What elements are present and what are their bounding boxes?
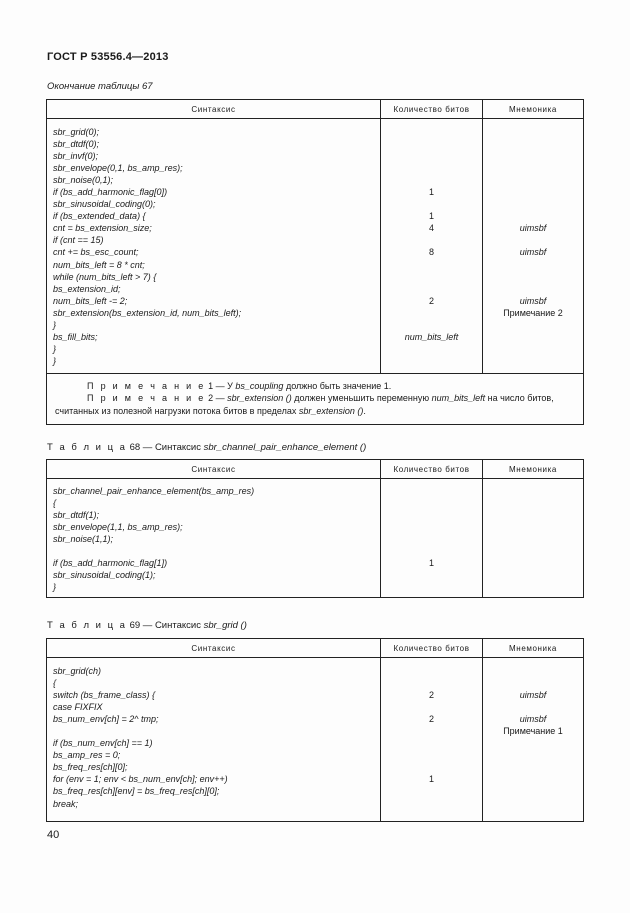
syntax-line: bs_extension_id; [53, 283, 121, 294]
table67-notes-row [47, 373, 584, 425]
bits-value: 1 [428, 774, 434, 785]
table69-syntax-cell [47, 658, 380, 816]
mnemonic-value [483, 126, 583, 138]
mnemonic-value [483, 749, 583, 761]
mnemonic-value [483, 150, 583, 162]
syntax-line: if (bs_add_harmonic_flag[1]) [53, 558, 168, 569]
syntax-line: num_bits_left = 8 * cnt; [53, 259, 145, 270]
bits-value [381, 271, 482, 283]
standard-title: ГОСТ Р 53556.4—2013 [47, 51, 169, 63]
bits-value: 1 [428, 187, 434, 198]
syntax-line: sbr_envelope(0,1, bs_amp_res); [53, 163, 183, 174]
mnemonic-value: uimsbf [519, 690, 547, 701]
table69-mnemonic-cell [483, 658, 583, 816]
bits-value [381, 259, 482, 271]
bits-value: num_bits_left [404, 331, 459, 342]
syntax-line: sbr_channel_pair_enhance_element(bs_amp_res) [53, 486, 255, 496]
syntax-line: } [53, 355, 57, 366]
syntax-line: { [53, 678, 57, 689]
mnemonic-value [483, 485, 583, 497]
mnemonic-value [483, 138, 583, 150]
syntax-line: sbr_sinusoidal_coding(0); [53, 199, 156, 210]
bits-value [381, 509, 482, 521]
mnemonic-value [483, 234, 583, 246]
table69-header-row [47, 639, 584, 658]
note-1: П р и м е ч а н и е 1 — У bs_coupling должно быть значение 1. [87, 380, 392, 391]
syntax-line: } [53, 343, 57, 354]
bits-value [381, 761, 482, 773]
syntax-line: bs_freq_res[ch][env] = bs_freq_res[ch][0]; [53, 786, 220, 797]
bits-value [381, 581, 482, 593]
bits-value [381, 162, 482, 174]
mnemonic-value: uimsbf [519, 714, 547, 725]
syntax-line: sbr_grid(0); [53, 127, 100, 137]
bits-value [381, 283, 482, 295]
bits-value: 2 [428, 295, 434, 306]
bits-value [381, 677, 482, 689]
bits-value [381, 737, 482, 749]
syntax-line [53, 545, 380, 557]
mnemonic-value [483, 343, 583, 355]
bits-value [381, 485, 482, 497]
table69-body-row [47, 658, 584, 822]
column-header-syntax: Синтаксис [47, 460, 381, 479]
mnemonic-value [483, 798, 583, 810]
bits-value [381, 497, 482, 509]
bits-value [381, 665, 482, 677]
mnemonic-value [483, 665, 583, 677]
syntax-line: sbr_dtdf(1); [53, 510, 100, 521]
bits-value: 2 [428, 690, 434, 701]
mnemonic-value [483, 509, 583, 521]
mnemonic-value [483, 677, 583, 689]
syntax-line: while (num_bits_left > 7) { [53, 271, 157, 282]
bits-value [381, 150, 482, 162]
table67-body-row [47, 119, 584, 374]
syntax-line: if (bs_num_env[ch] == 1) [53, 738, 153, 749]
syntax-line: break; [53, 798, 79, 809]
table69-bits-cell [381, 658, 482, 816]
syntax-line: sbr_extension(bs_extension_id, num_bits_left); [53, 307, 242, 318]
mnemonic-value [483, 701, 583, 713]
table-69 [46, 638, 584, 822]
syntax-line: bs_freq_res[ch][0]; [53, 762, 128, 773]
syntax-line: sbr_noise(0,1); [53, 175, 114, 186]
mnemonic-value [483, 319, 583, 331]
mnemonic-value [483, 533, 583, 545]
mnemonic-value [483, 186, 583, 198]
note-2-continued: считанных из полезной нагрузки потока битов в пределах sbr_extension (). [55, 405, 366, 416]
bits-value [381, 569, 482, 581]
bits-value [381, 533, 482, 545]
table68-caption: Т а б л и ц а 68 — Синтаксис sbr_channel_pair_enhance_element () [47, 442, 367, 453]
bits-value [381, 798, 482, 810]
bits-value [381, 234, 482, 246]
bits-value [381, 785, 482, 797]
table67-header-row [47, 100, 584, 119]
bits-value: 4 [428, 223, 434, 234]
column-header-mnemonic: Мнемоника [483, 100, 584, 119]
mnemonic-value [483, 283, 583, 295]
mnemonic-value [483, 174, 583, 186]
bits-value [381, 749, 482, 761]
table67-notes [47, 374, 583, 425]
table68-bits-cell [381, 479, 482, 597]
mnemonic-value [483, 497, 583, 509]
syntax-line [53, 725, 380, 737]
bits-value [381, 545, 482, 557]
mnemonic-value: Примечание 2 [503, 307, 563, 318]
table-67 [46, 99, 584, 425]
table68-body-row [47, 479, 584, 598]
table68-mnemonic-cell [483, 479, 583, 597]
mnemonic-value [483, 557, 583, 569]
syntax-line: switch (bs_frame_class) { [53, 690, 156, 701]
mnemonic-value [483, 162, 583, 174]
syntax-line: } [53, 582, 57, 593]
mnemonic-value [483, 259, 583, 271]
mnemonic-value: uimsbf [519, 223, 547, 234]
syntax-line: } [53, 319, 57, 330]
mnemonic-value: Примечание 1 [503, 726, 563, 737]
syntax-line: if (bs_add_harmonic_flag[0]) [53, 187, 168, 198]
syntax-line: { [53, 498, 57, 509]
table67-syntax-cell [47, 119, 380, 373]
mnemonic-value [483, 761, 583, 773]
syntax-line: bs_amp_res = 0; [53, 750, 121, 761]
column-header-bits: Количество битов [381, 460, 483, 479]
column-header-mnemonic: Мнемоника [483, 460, 584, 479]
bits-value [381, 701, 482, 713]
syntax-line: if (cnt == 15) [53, 235, 104, 246]
column-header-bits: Количество битов [381, 639, 483, 658]
syntax-line: bs_fill_bits; [53, 331, 98, 342]
syntax-line: sbr_dtdf(0); [53, 139, 100, 150]
syntax-line: bs_num_env[ch] = 2^ tmp; [53, 714, 159, 725]
bits-value: 1 [428, 211, 434, 222]
table67-caption: Окончание таблицы 67 [47, 81, 153, 92]
mnemonic-value [483, 198, 583, 210]
syntax-line: for (env = 1; env < bs_num_env[ch]; env++) [53, 774, 228, 785]
syntax-line: sbr_sinusoidal_coding(1); [53, 570, 156, 581]
mnemonic-value [483, 545, 583, 557]
mnemonic-value [483, 355, 583, 367]
bits-value [381, 725, 482, 737]
bits-value [381, 343, 482, 355]
table-68 [46, 459, 584, 598]
syntax-line: cnt = bs_extension_size; [53, 223, 152, 234]
syntax-line: num_bits_left -= 2; [53, 295, 128, 306]
table67-mnemonic-cell [483, 119, 583, 373]
bits-value [381, 198, 482, 210]
mnemonic-value [483, 785, 583, 797]
column-header-syntax: Синтаксис [47, 639, 381, 658]
mnemonic-value [483, 581, 583, 593]
syntax-line: if (bs_extended_data) { [53, 211, 146, 222]
bits-value [381, 521, 482, 533]
bits-value [381, 319, 482, 331]
mnemonic-value: uimsbf [519, 247, 547, 258]
table67-bits-cell [381, 119, 482, 373]
table68-syntax-cell [47, 479, 380, 597]
bits-value [381, 126, 482, 138]
table68-header-row [47, 460, 584, 479]
bits-value: 1 [428, 558, 434, 569]
note-2: П р и м е ч а н и е 2 — sbr_extension () должен уменьшить переменную num_bits_left на число битов, [87, 393, 554, 404]
mnemonic-value: uimsbf [519, 295, 547, 306]
bits-value: 8 [428, 247, 434, 258]
mnemonic-value [483, 737, 583, 749]
syntax-line: sbr_grid(ch) [53, 666, 102, 676]
bits-value [381, 138, 482, 150]
mnemonic-value [483, 521, 583, 533]
column-header-mnemonic: Мнемоника [483, 639, 584, 658]
syntax-line: sbr_invf(0); [53, 151, 99, 162]
page-number: 40 [47, 829, 60, 841]
bits-value [381, 355, 482, 367]
bits-value [381, 174, 482, 186]
syntax-line: case FIXFIX [53, 702, 103, 713]
mnemonic-value [483, 271, 583, 283]
bits-value: 2 [428, 714, 434, 725]
syntax-line: sbr_noise(1,1); [53, 534, 114, 545]
syntax-line: cnt += bs_esc_count; [53, 247, 139, 258]
mnemonic-value [483, 210, 583, 222]
bits-value [381, 307, 482, 319]
table69-caption: Т а б л и ц а 69 — Синтаксис sbr_grid () [47, 620, 247, 631]
mnemonic-value [483, 773, 583, 785]
mnemonic-value [483, 569, 583, 581]
column-header-syntax: Синтаксис [47, 100, 381, 119]
syntax-line: sbr_envelope(1,1, bs_amp_res); [53, 522, 183, 533]
mnemonic-value [483, 331, 583, 343]
column-header-bits: Количество битов [381, 100, 483, 119]
